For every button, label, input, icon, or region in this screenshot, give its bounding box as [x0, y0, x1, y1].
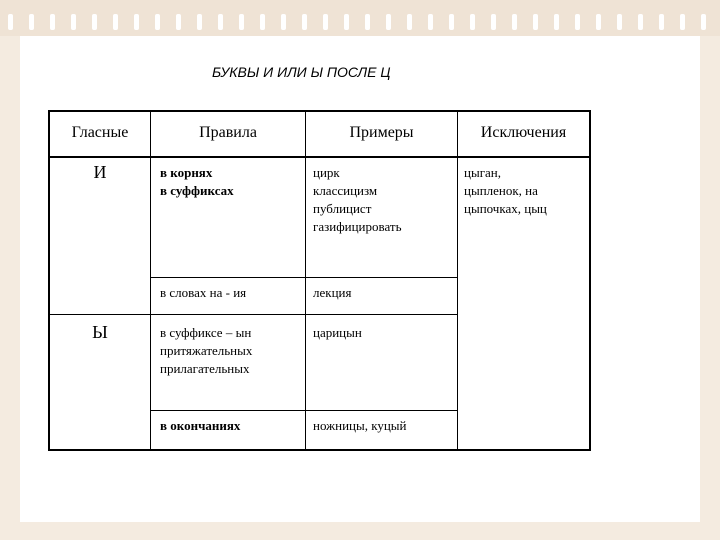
page-title: БУКВЫ И ИЛИ Ы ПОСЛЕ Ц [212, 64, 391, 80]
perforation-hole [155, 14, 160, 30]
perforation-hole [680, 14, 685, 30]
header-exceptions: Исключения [480, 124, 567, 141]
exceptions-list: цыган, цыпленок, на цыпочках, цыц [464, 165, 547, 216]
perforation-hole [470, 14, 475, 30]
perforation-hole [533, 14, 538, 30]
perforation-hole [29, 14, 34, 30]
examples-words-iya: лекция [313, 285, 352, 300]
column-divider-2 [305, 110, 306, 451]
perforation-hole [449, 14, 454, 30]
column-divider-1 [150, 110, 151, 451]
perforation-hole [302, 14, 307, 30]
examples-roots-suffixes: цирк классицизм публицист газифицировать [313, 165, 402, 234]
perforation-hole [701, 14, 706, 30]
rule-roots-suffixes: в корнях в суффиксах [160, 165, 234, 198]
column-divider-3 [457, 110, 458, 451]
row-divider-lekciya [150, 277, 457, 278]
row-divider-y [48, 314, 457, 315]
table-border-bottom [48, 449, 590, 451]
table-border-top [48, 110, 590, 112]
header-divider [48, 156, 590, 158]
perforation-hole [323, 14, 328, 30]
examples-suffix-yn: царицын [313, 325, 362, 340]
perforation-hole [218, 14, 223, 30]
perforation-hole [512, 14, 517, 30]
perforation-hole [491, 14, 496, 30]
perforation-hole [575, 14, 580, 30]
perforation-hole [386, 14, 391, 30]
perforation-hole [260, 14, 265, 30]
examples-endings: ножницы, куцый [313, 418, 407, 433]
perforation-hole [92, 14, 97, 30]
rule-words-iya: в словах на - ия [160, 285, 247, 300]
row-divider-okonchaniya [150, 410, 457, 411]
perforation-hole [134, 14, 139, 30]
vowel-i: И [93, 162, 107, 182]
rule-suffix-yn: в суффиксе – ын притяжательных прилагательных [160, 325, 253, 376]
perforation-hole [428, 14, 433, 30]
perforation-hole [239, 14, 244, 30]
perforation-hole [176, 14, 181, 30]
perforation-hole [8, 14, 13, 30]
rule-endings: в окончаниях [160, 418, 241, 433]
header-rules: Правила [199, 124, 257, 141]
vowel-y: Ы [92, 322, 108, 342]
perforation-hole [281, 14, 286, 30]
perforation-hole [617, 14, 622, 30]
perforation-hole [638, 14, 643, 30]
perforation-hole [344, 14, 349, 30]
perforation-hole [407, 14, 412, 30]
header-examples: Примеры [349, 124, 414, 141]
table-border-right [589, 110, 591, 451]
perforation-hole [50, 14, 55, 30]
perforation-hole [71, 14, 76, 30]
perforation-hole [554, 14, 559, 30]
perforation-hole [365, 14, 370, 30]
header-vowels: Гласные [71, 124, 129, 141]
perforation-strip [0, 0, 720, 36]
perforation-hole [659, 14, 664, 30]
table-border-left [48, 110, 50, 451]
perforation-hole [113, 14, 118, 30]
perforation-hole [596, 14, 601, 30]
perforation-hole [197, 14, 202, 30]
